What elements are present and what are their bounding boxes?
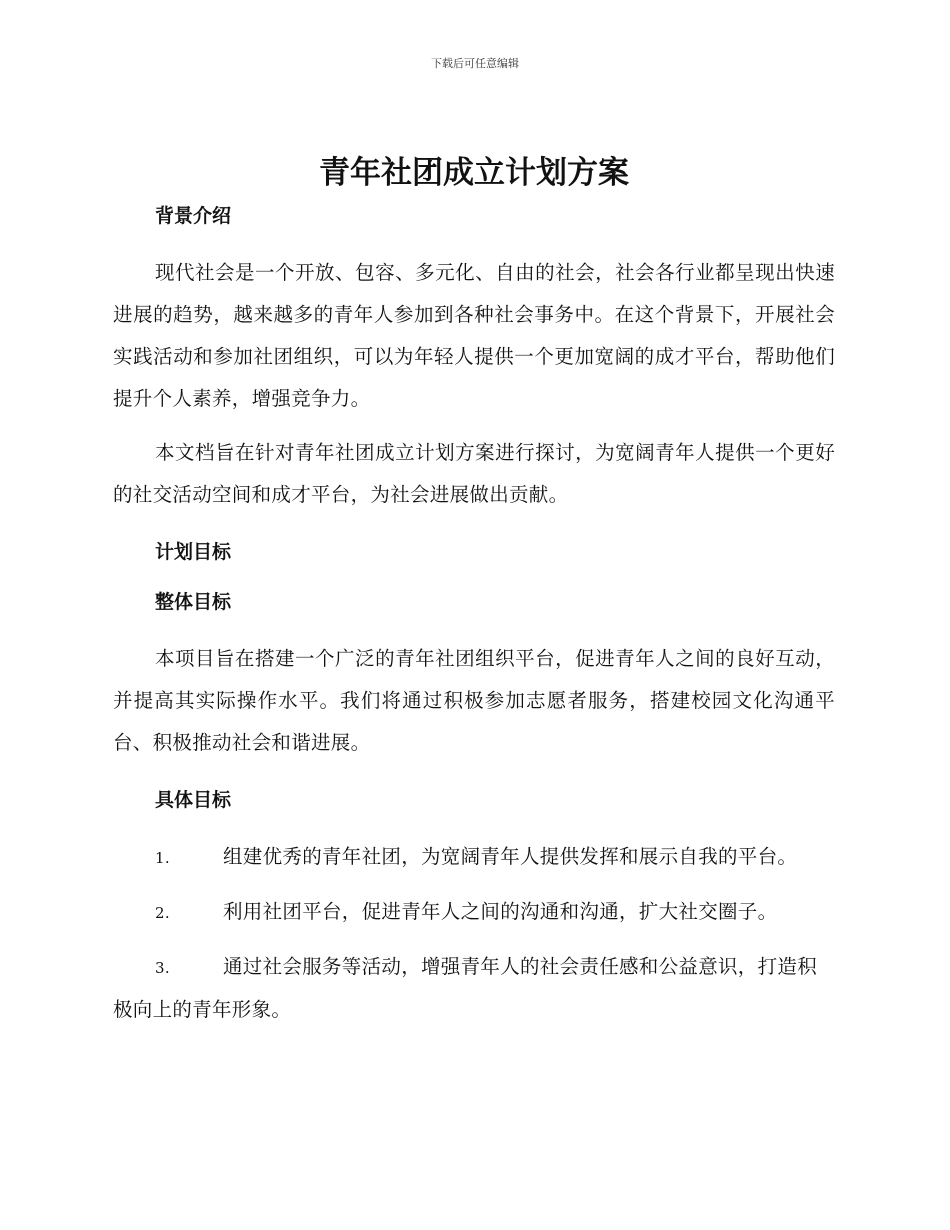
section-heading-overall: 整体目标 <box>155 591 232 613</box>
section-heading-background: 背景介绍 <box>155 205 232 227</box>
paragraph-background-2: 本文档旨在针对青年社团成立计划方案进行探讨，为宽阔青年人提供一个更好的社交活动空间和成才平台，为社会进展做出贡献。 <box>113 441 835 506</box>
list-item <box>113 891 835 934</box>
document-title: 青年社团成立计划方案 <box>319 155 629 191</box>
list-item <box>113 946 835 1031</box>
list-item-number: 2. <box>155 904 170 922</box>
section-heading-goals: 计划目标 <box>155 541 232 563</box>
list-item-number: 3. <box>155 959 170 977</box>
list-item-number: 1. <box>155 849 170 867</box>
list-item-text: 利用社团平台，促进青年人之间的沟通和沟通，扩大社交圈子。 <box>223 900 778 923</box>
list-item-text: 通过社会服务等活动，增强青年人的社会责任感和公益意识，打造积极向上的青年形象。 <box>113 955 818 1021</box>
list-item <box>113 836 835 879</box>
header-note: 下载后可任意编辑 <box>431 57 519 70</box>
section-heading-specific: 具体目标 <box>155 789 232 811</box>
paragraph-background-1: 现代社会是一个开放、包容、多元化、自由的社会，社会各行业都呈现出快速进展的趋势，越来越多的青年人参加到各种社会事务中。在这个背景下，开展社会实践活动和参加社团组织，可以为年轻人提供一个更加宽阔的成才平台，帮助他们提升个人素养，增强竞争力。 <box>113 261 835 410</box>
document-content <box>113 148 835 1043</box>
paragraph-overall: 本项目旨在搭建一个广泛的青年社团组织平台，促进青年人之间的良好互动，并提高其实际操作水平。我们将通过积极参加志愿者服务，搭建校园文化沟通平台、积极推动社会和谐进展。 <box>113 647 835 754</box>
list-item-text: 组建优秀的青年社团，为宽阔青年人提供发挥和展示自我的平台。 <box>223 845 798 868</box>
specific-goals-list <box>113 836 835 1031</box>
